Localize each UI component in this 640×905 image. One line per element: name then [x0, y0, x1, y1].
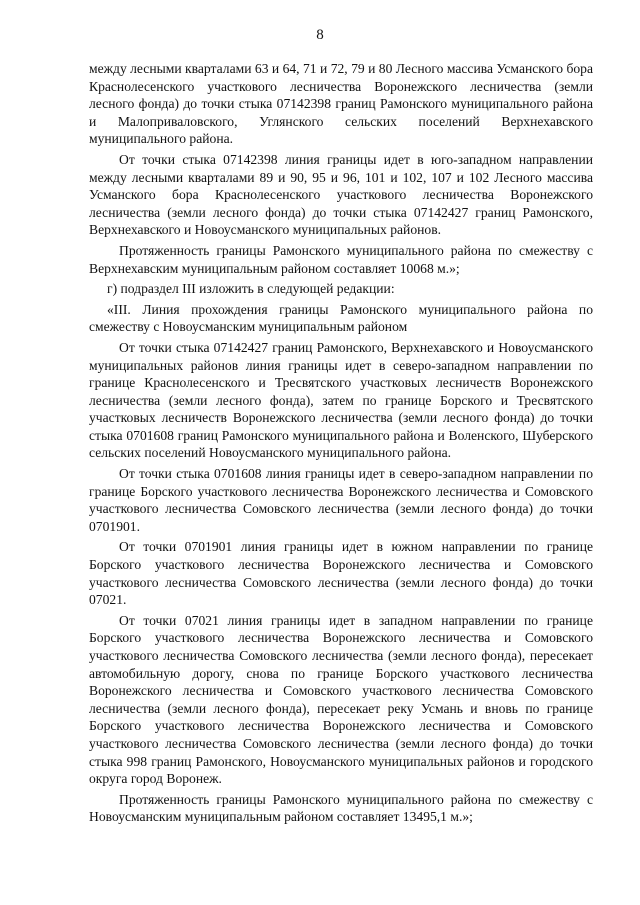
paragraph-continuation: между лесными кварталами 63 и 64, 71 и 72, 79 и 80 Лесного массива Усманского бора Краснолесенского участкового лесничества Воронежского лесничества (земли лесного фонда) до точки стыка 07142398 границ Рамонского муниципального района и Малоприваловского, Углянского сельских поселений Верхнехавского муниципального района.: [89, 61, 593, 147]
paragraph: От точки стыка 0701608 линия границы идет в северо-западном направлении по границе Борского участкового лесничества Воронежского лесничества и Сомовского участкового лесничества Сомовского лесничества (земли лесного фонда) до точки 0701901.: [89, 466, 593, 534]
paragraph: Протяженность границы Рамонского муниципального района по смежеству с Новоусманским муниципальным районом составляет 13495,1 м.»;: [89, 791, 593, 825]
paragraph: Протяженность границы Рамонского муниципального района по смежеству с Верхнехавским муниципальным районом составляет 10068 м.»;: [89, 242, 593, 276]
paragraph: От точки стыка 07142398 линия границы идет в юго-западном направлении между лесными кварталами 89 и 90, 95 и 96, 101 и 102, 107 и 102 Лесного массива Усманского бора Краснолесенского участкового лесничества Воронежского лесничества (земли лесного фонда) до точки стыка 07142427 границ Рамонского, Верхнехавского и Новоусманского муниципальных районов.: [89, 151, 593, 238]
paragraph: От точки 07021 линия границы идет в западном направлении по границе Борского участкового лесничества Воронежского лесничества и Сомовского участкового лесничества Сомовского лесничества (земли лесного фонда), пересекает автомобильную дорогу, снова по границе Борского участкового лесничества Воронежского лесничества и Сомовского участкового лесничества Сомовского лесничества (земли лесного фонда), пересекает реку Усмань и вновь по границе Борского участкового лесничества Воронежского лесничества и Сомовского участкового лесничества Сомовского лесничества (земли лесного фонда) до точки стыка 998 границ Рамонского, Новоусманского муниципальных районов и городского округа город Воронеж.: [89, 612, 593, 787]
paragraph: От точки 0701901 линия границы идет в южном направлении по границе Борского участкового лесничества Воронежского лесничества и Сомовского участкового лесничества Сомовского лесничества (земли лесного фонда) до точки 07021.: [89, 539, 593, 608]
page-number: 8: [316, 27, 324, 43]
subsection-instruction: г) подраздел III изложить в следующей редакции:: [107, 281, 395, 297]
document-body: [89, 60, 593, 829]
subsection-heading: «III. Линия прохождения границы Рамонского муниципального района по смежеству с Новоусманским муниципальным районом: [89, 301, 593, 335]
paragraph: От точки стыка 07142427 границ Рамонского, Верхнехавского и Новоусманского муниципальных районов линия границы идет в северо-западном направлении по границе Краснолесенского и Тресвятского участковых лесничеств Воронежского лесничества (земли лесного фонда), затем по границе Борского и Тресвятского участковых лесничеств Воронежского лесничества (земли лесного фонда) до точки стыка 0701608 границ Рамонского муниципального района и Воленского, Шуберского сельских поселений Новоусманского муниципального района.: [89, 339, 593, 461]
